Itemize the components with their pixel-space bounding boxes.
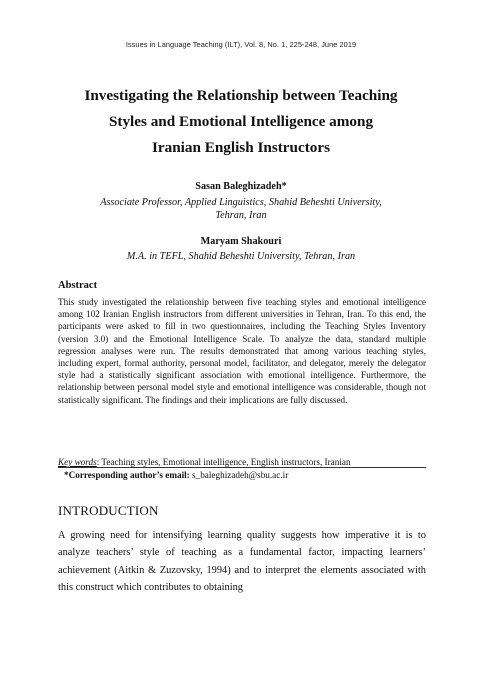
abstract-body: This study investigated the relationship between five teaching styles and emotional intelligence among 102 Iranian English instructors from different universities in Tehran, Iran. To this end, the participants were asked to fill in two questionnaires, including the Teaching Styles Inventory (version 3.0) and the Emotional Intelligence Scale. To analyze the data, standard multiple regression analyses were run. The results demonstrated that among various teaching styles, including expert, formal authority, personal model, facilitator, and delegator, merely the delegator style had a statistically significant association with emotional intelligence. Furthermore, the relationship between personal model style and emotional intelligence was considerable, though not statistically significant. The findings and their implications are fully discussed. xyxy=(58,297,426,405)
title-line: Iranian English Instructors xyxy=(151,139,331,156)
title-line: Styles and Emotional Intelligence among xyxy=(108,113,374,130)
introduction-heading: INTRODUCTION xyxy=(58,503,159,518)
corresponding-label: *Corresponding author’s email: xyxy=(64,470,190,480)
running-head: Issues in Language Teaching (ILT), Vol. 8, No. 1, 225-248, June 2019 xyxy=(125,40,357,49)
keywords-label: Key words xyxy=(58,457,97,467)
author-name-1: Sasan Baleghizadeh* xyxy=(195,181,287,192)
abstract-heading: Abstract xyxy=(58,280,98,291)
affiliation-line: Tehran, Iran xyxy=(215,210,267,221)
title-line: Investigating the Relationship between Teaching xyxy=(84,87,398,104)
affiliation-line: M.A. in TEFL, Shahid Beheshti University, Tehran, Iran xyxy=(126,251,356,262)
author-affiliation-2 xyxy=(60,250,422,263)
author-name-2: Maryam Shakouri xyxy=(200,236,282,247)
corresponding-email: s_baleghizadeh@sbu.ac.ir xyxy=(189,470,289,480)
author-affiliation-1 xyxy=(60,196,422,222)
corresponding-author xyxy=(64,470,426,480)
keywords-separator: : xyxy=(96,457,102,467)
keywords-text: Teaching styles, Emotional intelligence, English instructors, Iranian xyxy=(101,457,351,467)
keywords-divider xyxy=(58,467,426,468)
affiliation-line: Associate Professor, Applied Linguistics, Shahid Beheshti University, xyxy=(100,197,382,208)
introduction-body: A growing need for intensifying learning quality suggests how imperative it is to analyze teachers’ style of teaching as a fundamental factor, impacting learners’ achievement (Aitkin & Zuzovsky, 1994) and to interpret the elements associated with this construct which contributes to obtaining xyxy=(58,530,426,594)
paper-title xyxy=(40,83,442,161)
